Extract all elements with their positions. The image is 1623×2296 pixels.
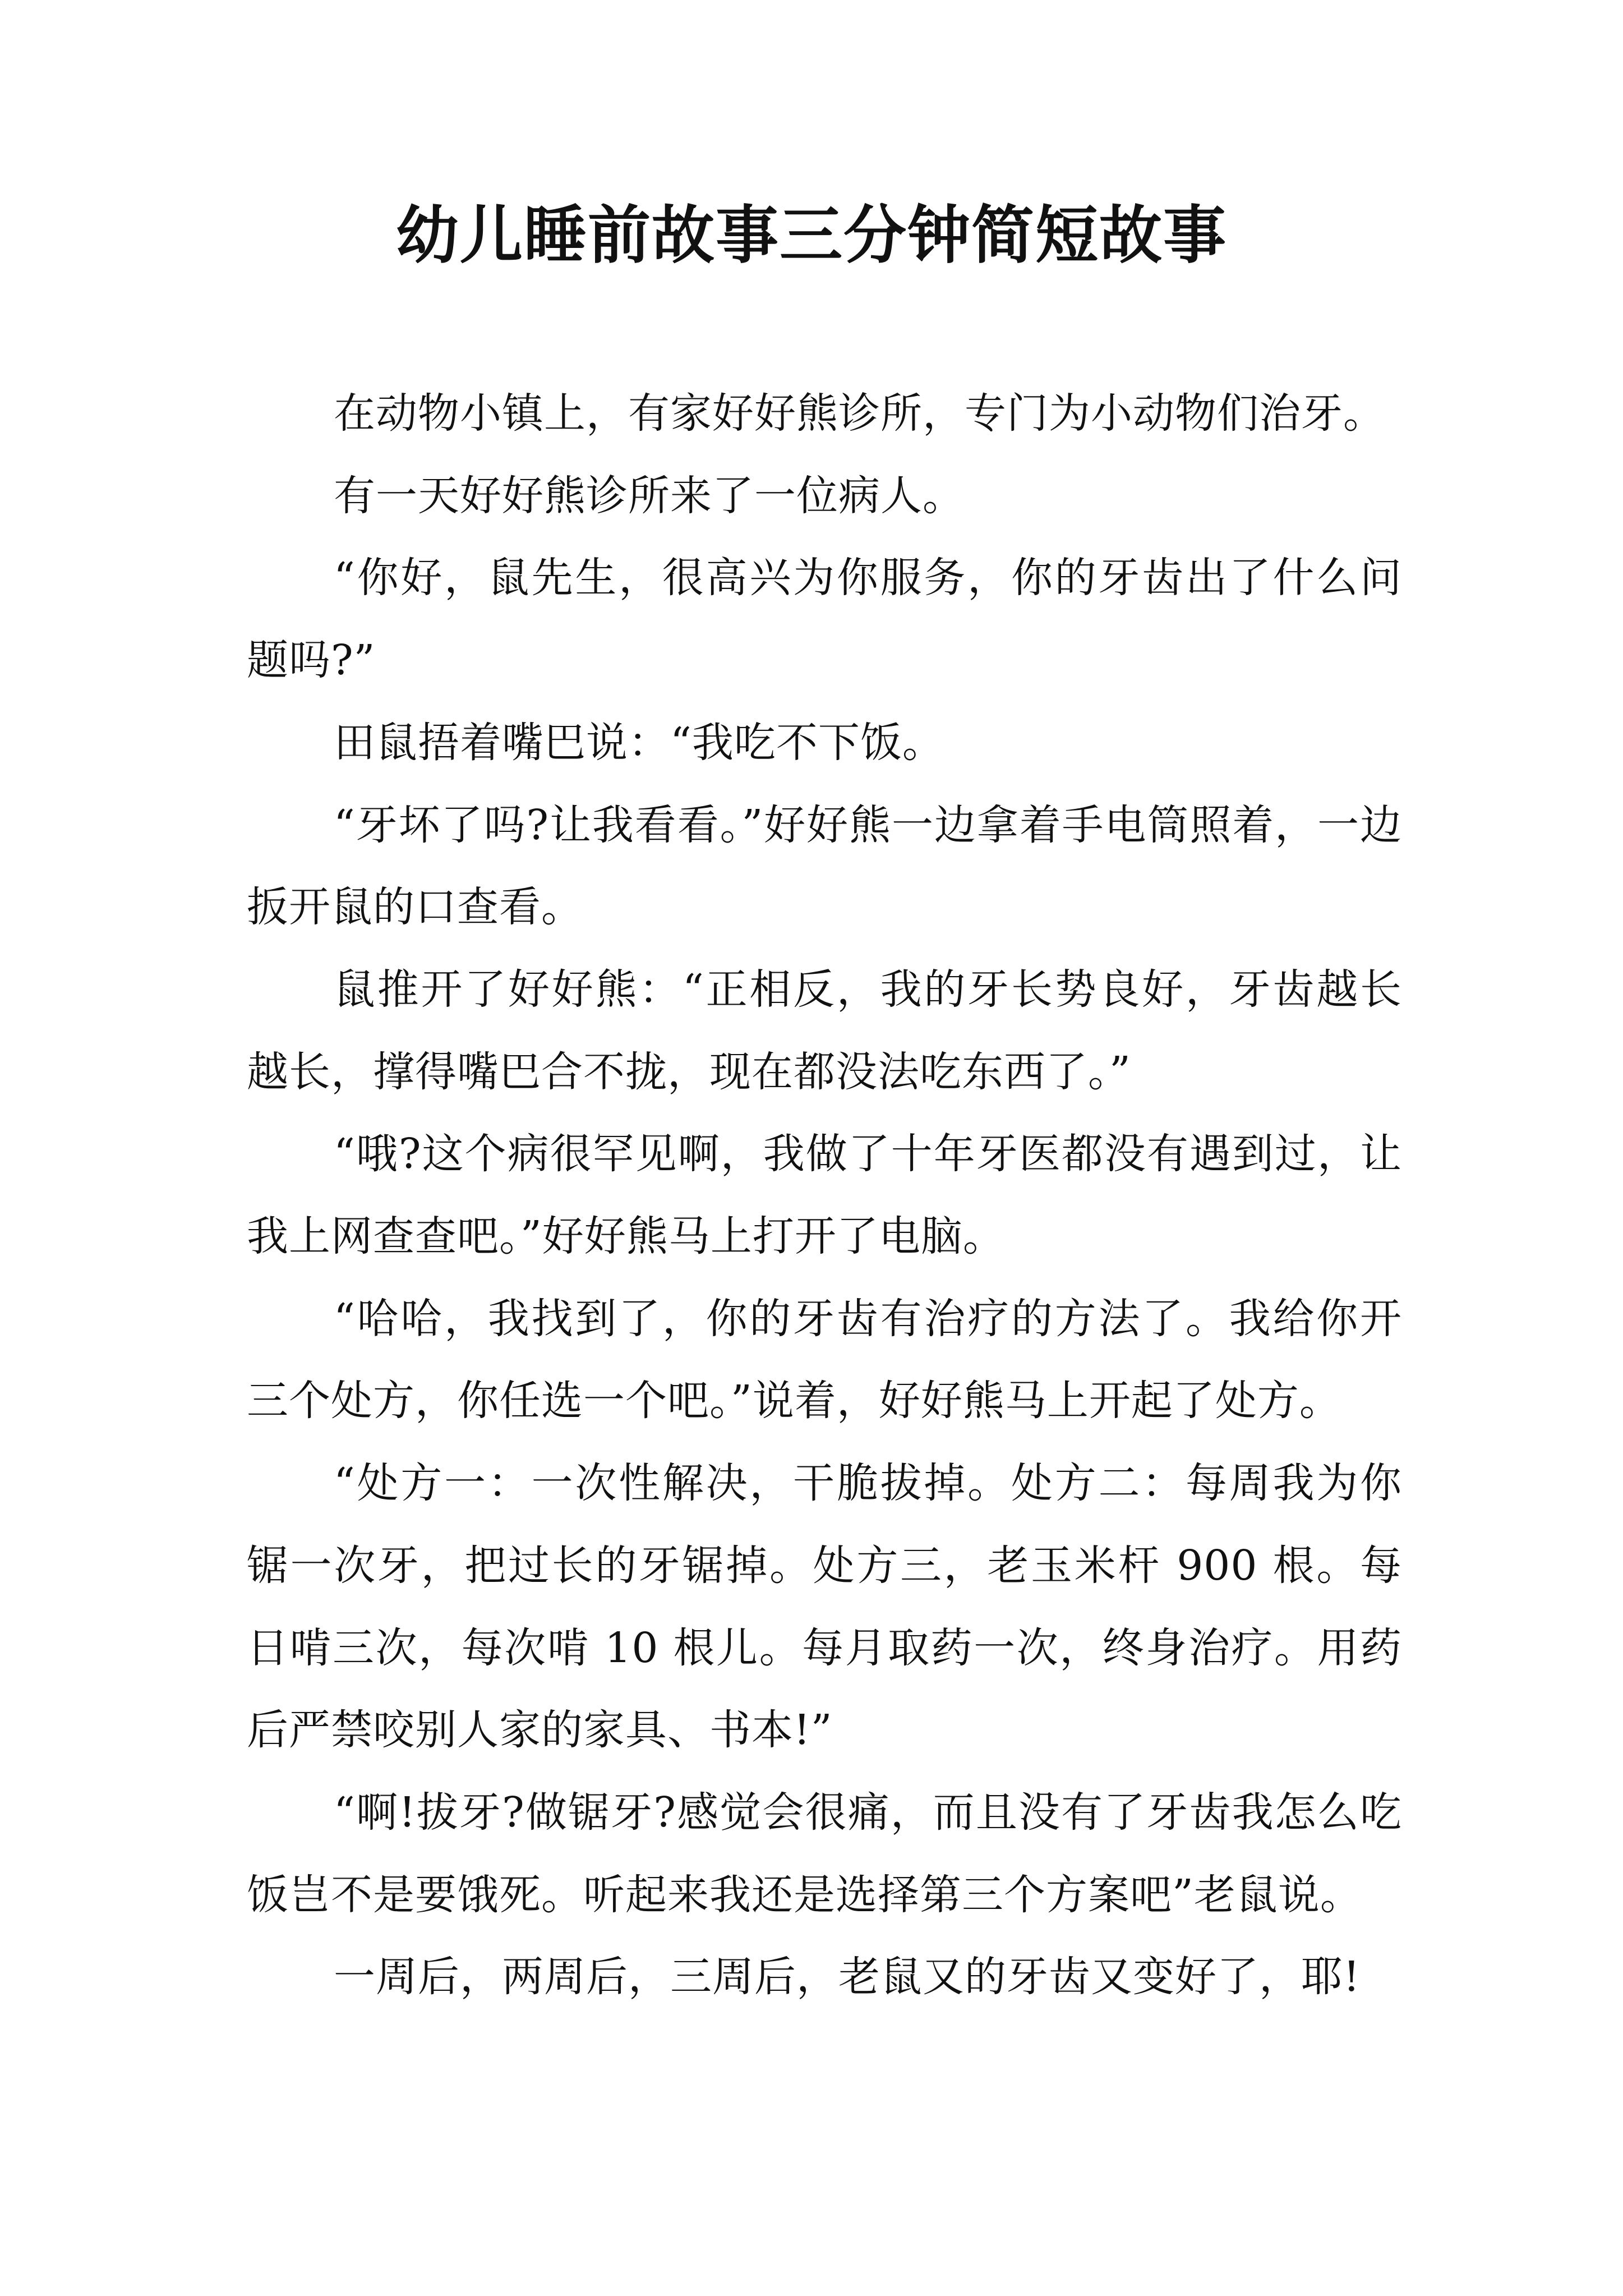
document-title: 幼儿睡前故事三分钟简短故事	[396, 199, 1227, 272]
document-body	[247, 372, 1402, 2018]
paragraph: “你好，鼠先生，很高兴为你服务，你的牙齿出了什么问题吗?”	[247, 554, 1402, 685]
paragraph: 一周后，两周后，三周后，老鼠又的牙齿又变好了，耶!	[334, 1953, 1361, 2001]
paragraph: “处方一：一次性解决，干脆拔掉。处方二：每周我为你锯一次牙，把过长的牙锯掉。处方三，老玉米杆 900 根。每日啃三次，每次啃 10 根儿。每月取药一次，终身治疗。用药后严禁咬别人家的家具、书本!”	[247, 1459, 1402, 1755]
paragraph: 鼠推开了好好熊：“正相反，我的牙长势良好，牙齿越长越长，撑得嘴巴合不拢，现在都没法吃东西了。”	[247, 965, 1402, 1096]
paragraph: “啊!拔牙?做锯牙?感觉会很痛，而且没有了牙齿我怎么吃饭岂不是要饿死。听起来我还是选择第三个方案吧”老鼠说。	[247, 1788, 1402, 1919]
paragraph: 在动物小镇上，有家好好熊诊所，专门为小动物们治牙。	[334, 389, 1385, 438]
paragraph: 有一天好好熊诊所来了一位病人。	[334, 471, 965, 520]
paragraph: “哦?这个病很罕见啊，我做了十年牙医都没有遇到过，让我上网查查吧。”好好熊马上打开了电脑。	[247, 1130, 1402, 1261]
paragraph: “哈哈，我找到了，你的牙齿有治疗的方法了。我给你开三个处方，你任选一个吧。”说着，好好熊马上开起了处方。	[247, 1294, 1402, 1425]
paragraph: 田鼠捂着嘴巴说：“我吃不下饭。	[334, 718, 944, 767]
paragraph: “牙坏了吗?让我看看。”好好熊一边拿着手电筒照着，一边扳开鼠的口查看。	[247, 800, 1402, 932]
